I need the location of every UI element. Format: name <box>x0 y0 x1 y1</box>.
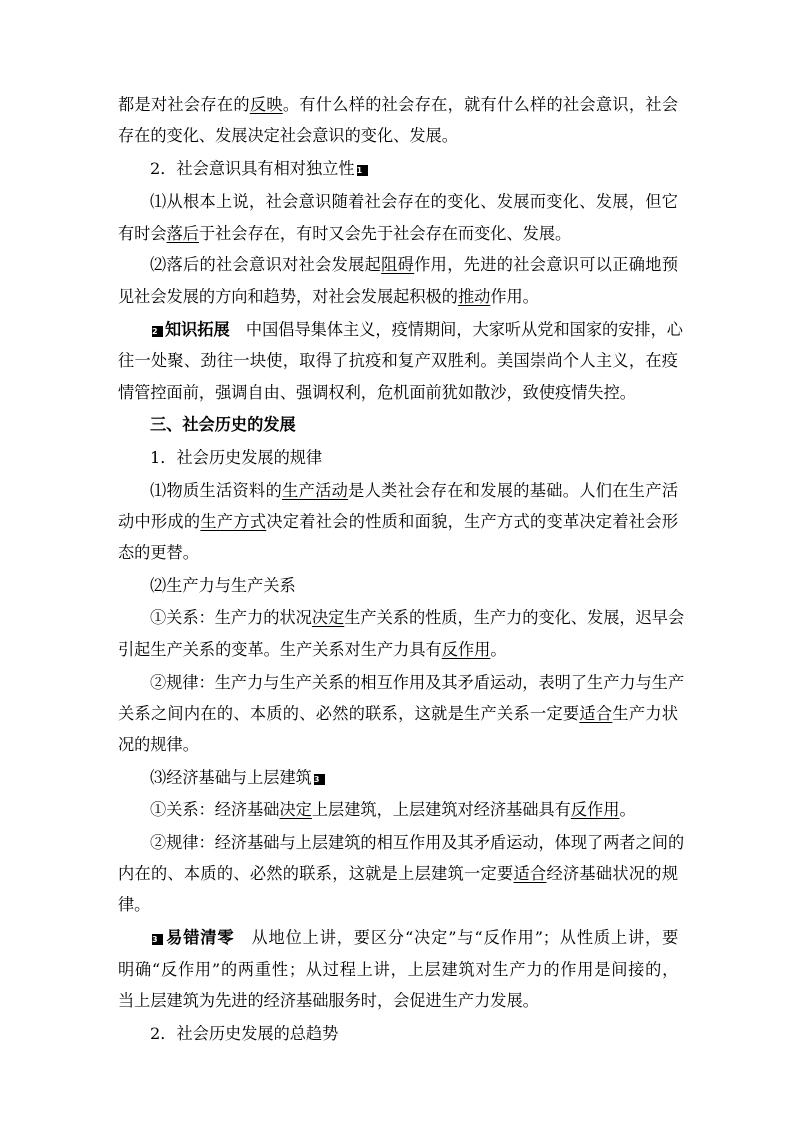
paragraph-line <box>118 862 678 886</box>
text: 往一处聚、劲往一块使，取得了抗疫和复产双胜利。美国崇尚个人主义，在疫 <box>118 351 678 370</box>
text: 态的更替。 <box>118 543 199 562</box>
text: 有时会 <box>118 224 167 243</box>
text: 情管控面前，强调自由、强调权利，危机面前犹如散沙，致使疫情失控。 <box>118 383 636 402</box>
text: 中国倡导集体主义，疫情期间，大家听从党和国家的安排，心 <box>229 320 683 339</box>
extension-note <box>150 318 683 342</box>
text: 于社会存在，有时又会先于社会存在而变化、发展。 <box>198 224 572 243</box>
text: 是人类社会存在和发展的基础。人们在生产活 <box>348 481 679 500</box>
paragraph-line <box>150 253 678 277</box>
text: 作用，先进的社会意识可以正确地预 <box>414 255 679 274</box>
paragraph-line <box>118 733 678 757</box>
key-term: 生产方式 <box>200 512 267 531</box>
text: ⑶经济基础与上层建筑 <box>150 768 312 787</box>
paragraph-line <box>150 606 685 630</box>
text: 当上层建筑为先进的经济基础服务时，会促进生产力发展。 <box>118 991 539 1010</box>
subheading <box>150 157 678 181</box>
paragraph-line <box>118 124 678 148</box>
text: ⑵落后的社会意识对社会发展起 <box>150 255 382 274</box>
text: ②规律：经济基础与上层建筑的相互作用及其矛盾运动，体现了两者之间的 <box>150 833 685 852</box>
key-term: 阻碍 <box>381 255 415 274</box>
text: 律。 <box>118 895 151 914</box>
text: 见社会发展的方向和趋势，对社会发展起积极的 <box>118 287 458 306</box>
paragraph-line <box>150 798 678 822</box>
note-marker-icon: 3 <box>314 774 325 785</box>
text: ⑴物质生活资料的 <box>150 481 283 500</box>
text: 都是对社会存在的 <box>118 95 250 114</box>
text: 作用。 <box>490 287 539 306</box>
key-term: 生产活动 <box>282 481 349 500</box>
text: 内在的、本质的、必然的联系，这就是上层建筑一定要 <box>118 864 514 883</box>
text: ②规律：生产力与生产关系的相互作用及其矛盾运动，表明了生产力与生产 <box>150 673 685 692</box>
text: ①关系：经济基础 <box>150 800 280 819</box>
text: 生产关系的性质，生产力的变化、发展，迟早会 <box>344 608 685 627</box>
key-term: 推动 <box>457 287 491 306</box>
key-term: 适合 <box>579 704 613 723</box>
note-label: 知识拓展 <box>165 320 230 339</box>
text: 关系之间内在的、本质的、必然的联系，这就是生产关系一定要 <box>118 704 580 723</box>
text: 引起生产关系的变革。生产关系对生产力具有 <box>118 640 442 659</box>
key-term: 落后 <box>166 224 199 243</box>
paragraph-line <box>150 831 685 855</box>
text: 。 <box>619 800 636 819</box>
subheading: 1．社会历史发展的规律 <box>150 448 323 467</box>
text: 决定着社会的性质和面貌，生产方式的变革决定着社会形 <box>266 512 679 531</box>
text: 动中形成的 <box>118 512 201 531</box>
paragraph-line <box>118 285 678 309</box>
heading-text: 2．社会意识具有相对独立性 <box>150 159 355 178</box>
key-term: 决定 <box>311 608 345 627</box>
paragraph-line <box>118 893 678 917</box>
key-term: 决定 <box>279 800 312 819</box>
key-term: 反作用 <box>570 800 620 819</box>
note-label: 易错清零 <box>165 928 235 947</box>
paragraph-line <box>118 541 678 565</box>
text: 。有什么样的社会存在，就有什么样的社会意识，社会 <box>282 95 679 114</box>
text: 况的规律。 <box>118 735 199 754</box>
text: 上层建筑，上层建筑对经济基础具有 <box>311 800 571 819</box>
paragraph-line <box>118 989 678 1013</box>
paragraph-line <box>118 93 678 117</box>
subheading: 2．社会历史发展的总趋势 <box>150 1024 339 1043</box>
note-marker-icon: 3 <box>152 934 163 945</box>
text: 生产力状 <box>612 704 679 723</box>
note-marker-icon: 1 <box>357 165 368 176</box>
text: 存在的变化、发展决定社会意识的变化、发展。 <box>118 126 458 145</box>
paragraph-line <box>118 349 678 373</box>
paragraph-line <box>118 510 678 534</box>
text: 。 <box>490 640 507 659</box>
paragraph-line <box>150 766 678 790</box>
text: 明确“反作用”的两重性；从过程上讲，上层建筑对生产力的作用是间接的， <box>118 960 678 979</box>
paragraph-line <box>118 381 678 405</box>
paragraph-line <box>150 479 678 503</box>
note-marker-icon: 2 <box>152 326 163 337</box>
paragraph-line <box>118 958 678 982</box>
key-term: 适合 <box>513 864 547 883</box>
paragraph-line <box>118 638 678 662</box>
paragraph-line <box>150 190 678 214</box>
text: ⑴从根本上说，社会意识随着社会存在的变化、发展而变化、发展，但它 <box>150 192 678 211</box>
paragraph-line <box>118 222 678 246</box>
key-term: 反映 <box>249 95 283 114</box>
paragraph-line <box>150 671 685 695</box>
text: 经济基础状况的规 <box>546 864 679 883</box>
section-heading: 三、社会历史的发展 <box>150 415 296 434</box>
extension-note <box>150 926 678 950</box>
key-term: 反作用 <box>441 640 491 659</box>
text: ①关系：生产力的状况 <box>150 608 312 627</box>
paragraph-line: ⑵生产力与生产关系 <box>150 576 296 595</box>
text: 从地位上讲，要区分“决定”与“反作用”；从性质上讲，要 <box>234 928 678 947</box>
paragraph-line <box>118 702 678 726</box>
